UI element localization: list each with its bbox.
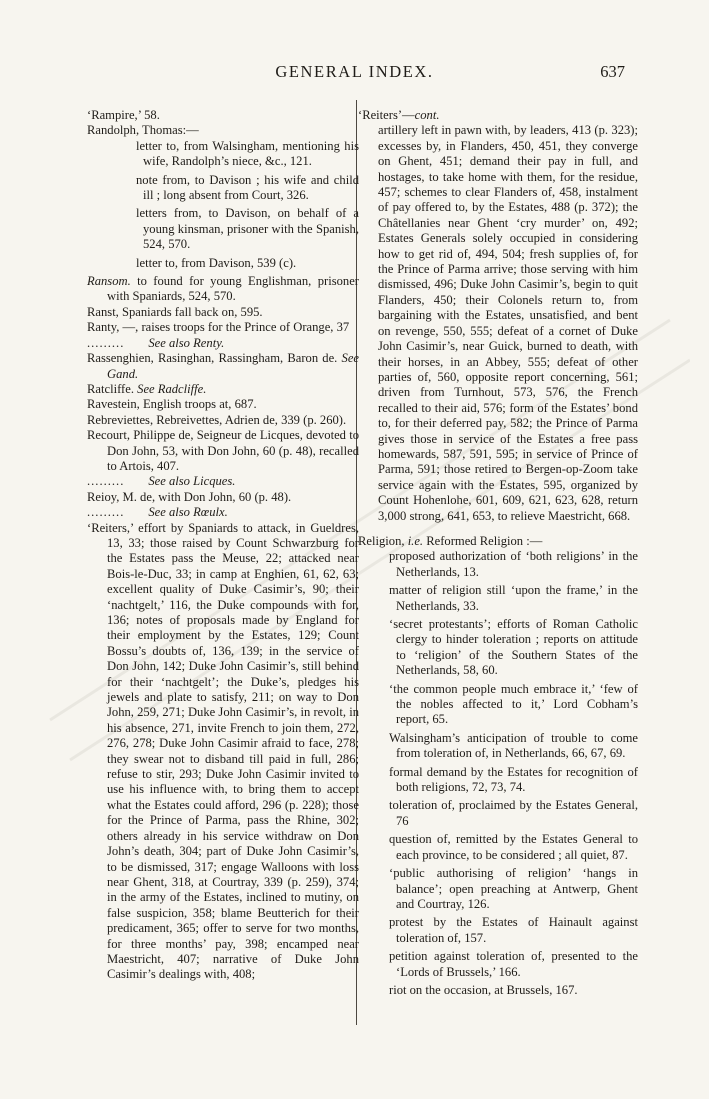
- see-also-entry: [87, 505, 359, 520]
- index-entry: Ravestein, English troops at, 687.: [87, 397, 257, 412]
- running-title: GENERAL INDEX.: [275, 62, 434, 81]
- entry-text: Reformed Religion :—: [423, 533, 543, 548]
- index-subentry: note from, to Davison ; his wife and child ill ; long absent from Court, 326.: [136, 172, 359, 203]
- index-entry: [358, 534, 638, 549]
- index-subentry: formal demand by the Estates for recognition of both religions, 72, 73, 74.: [389, 764, 638, 795]
- index-entry: artillery left in pawn with, by leaders, 413 (p. 323); excesses by, in Flanders, 450, 451, they converge on Ghent, 451; demand their pay in full, and hostages, to take home with them, for the residue, 457; schemes to clear Flanders of, 458, instalment of pay offered to, by the Estates, 488 (p. 372); the Châtellanies near Ghent ‘cry murder’ on, 492; Estates Generals solely occupied in considering how to get rid of, 494, 504; fresh supplies of, for the Prince of Parma arrive; those serving with him dismissed, 496; Duke John Casimir’s, begin to quit Flanders, 450; their Colonels return to, from bargaining with the Estates, unsatisfied, and bent on revenge, 550, 555; defeat of a cornet of Duke John Casimir’s, near Guick, burned to death, with their horses, in an Abbey, 555; defeat of other parties of, 560, opposite report concerning, 561; driven from Turnhout, 573, 576, the French recalled to their aid, 576; form of the Estates’ bond to, for their deferred pay, 582; the Prince of Parma gives those in service of the Estates a free pass homewards, 587, 591, 595; in service of Prince of Parma, 591; those retired to Bergen-op-Zoom take service again with the Estates, 595, organized by Count Hohenlohe, 601, 609, 621, 623, 628, return 3,000 strong, 641, 653, to relieve Maestricht, 668.: [378, 123, 638, 523]
- index-column-right: [358, 108, 638, 1001]
- continued-heading: [358, 108, 638, 123]
- index-column-left: [87, 108, 359, 983]
- continued-label: cont.: [414, 108, 440, 122]
- index-entry: ‘Reiters,’ effort by Spaniards to attack, in Gueldres, 13, 33; those raised by Count Schwarzburg for the Estates pass the Meuse, 22; attacked near Bois-le-Duc, 33; in camp at Enghien, 61, 62, 63; excellent quality of Duke Casimir’s, 90; their ‘nachtgelt,’ 116, the Duke compounds with for, 136; notes of proposals made by England for their employment by the Estates, 129; Count Bossu’s doubts of, 136, 139; in the service of Don John, 142; Duke John Casimir’s, still behind for their ‘nachtgelt’; the Duke’s, pledges his jewels and plate to satisfy, 211; on way to Don John, 259, 271; Duke John Casimir’s, in revolt, in his absence, 271, invite French to join them, 272, 276, 278; Duke John Casimir afraid to face, 278; they swear not to disband till paid in full, 286; refuse to stir, 293; Duke John Casimir invited to use his influence with, to bring them to accept what the Estates could afford, 296 (p. 228); those for the Prince of Parma, pass the Rhine, 302; others already in his service withdraw on Don John’s death, 304; part of Duke John Casimir’s, to be dismissed, 317; engage Walloons with loss near Ghent, 318, at Courtray, 339 (p. 259), 374; in the army of the Estates, inclined to mutiny, on false suspicion, 358; blame Beutterich for their predicament, 365; offer to serve for two months, for three months’ pay, 398; encamped near Maestricht, 407; narrative of Duke John Casimir’s dealings with, 408;: [87, 520, 359, 982]
- index-entry: Recourt, Philippe de, Seigneur de Licques, devoted to Don John, 53, with Don John, 60 (p. 48), recalled to Artois, 407.: [87, 428, 359, 473]
- entry-heading: ‘Reiters’—: [358, 108, 415, 122]
- index-entry: [87, 382, 359, 397]
- index-subentry: petition against toleration of, presented to the ‘Lords of Brussels,’ 166.: [389, 949, 638, 979]
- index-subentry: riot on the occasion, at Brussels, 167.: [389, 982, 578, 997]
- see-ref: See Gand.: [107, 351, 359, 381]
- entry-text: Ratcliffe.: [87, 381, 134, 396]
- see-ref: See Radcliffe.: [137, 381, 207, 396]
- index-entry: Reioy, M. de, with Don John, 60 (p. 48).: [87, 489, 292, 504]
- index-entry: [87, 274, 359, 305]
- index-subentry: proposed authorization of ‘both religions’ in the Netherlands, 13.: [389, 549, 638, 579]
- index-entry: Randolph, Thomas:—: [87, 123, 199, 138]
- index-entry: Ranst, Spaniards fall back on, 595.: [87, 304, 263, 319]
- page-header: [0, 62, 709, 84]
- index-entry: Rebreviettes, Rebreivettes, Adrien de, 339 (p. 260).: [87, 412, 347, 427]
- index-subentry: letter to, from Davison, 539 (c).: [136, 255, 297, 270]
- leader-dots: .........: [87, 474, 125, 489]
- entry-abbrev: i.e.: [407, 533, 424, 548]
- index-subentry: toleration of, proclaimed by the Estates General, 76: [389, 798, 638, 828]
- index-subentry: ‘the common people much embrace it,’ ‘few of the nobles affected to it,’ Lord Cobham’s report, 65.: [389, 681, 638, 727]
- page-number: 637: [600, 62, 625, 81]
- index-subentry: ‘secret protestants’; efforts of Roman Catholic clergy to hinder toleration ; reports on attitude to ‘religion’ of the Southern States of the Netherlands, 58, 60.: [389, 617, 638, 678]
- index-entry: Ranty, —, raises troops for the Prince of Orange, 37: [87, 320, 350, 335]
- entry-heading: Religion,: [358, 533, 408, 548]
- leader-dots: .........: [87, 335, 125, 350]
- index-subentry: ‘public authorising of religion’ ‘hangs in balance’; open preaching at Antwerp, Ghent and Courtray, 126.: [389, 866, 638, 911]
- see-also-ref: See also Licques.: [148, 474, 236, 489]
- see-also-entry: [87, 336, 359, 351]
- entry-heading: Ransom.: [87, 274, 131, 289]
- index-entry: [87, 351, 359, 382]
- index-entry: ‘Rampire,’ 58.: [87, 108, 160, 122]
- index-subentry: Walsingham’s anticipation of trouble to come from toleration of, in Netherlands, 66, 67, 69.: [389, 730, 638, 761]
- index-subentry: letter to, from Walsingham, mentioning his wife, Randolph’s niece, &c., 121.: [136, 138, 359, 169]
- entry-text: Rassenghien, Rasinghan, Rassingham, Baron de.: [87, 351, 338, 366]
- index-subentry: protest by the Estates of Hainault against toleration of, 157.: [389, 915, 638, 945]
- see-also-entry: [87, 474, 359, 489]
- leader-dots: .........: [87, 505, 125, 520]
- entry-text: to found for young Englishman, prisoner with Spaniards, 524, 570.: [107, 274, 359, 304]
- index-subentry: letters from, to Davison, on behalf of a young kinsman, prisoner with the Spanish, 524, 570.: [136, 206, 359, 252]
- index-subentry: matter of religion still ‘upon the frame,’ in the Netherlands, 33.: [389, 583, 638, 613]
- index-subentry: question of, remitted by the Estates General to each province, to be considered ; all quiet, 87.: [389, 832, 638, 862]
- see-also-ref: See also Rœulx.: [148, 505, 228, 520]
- see-also-ref: See also Renty.: [148, 335, 225, 350]
